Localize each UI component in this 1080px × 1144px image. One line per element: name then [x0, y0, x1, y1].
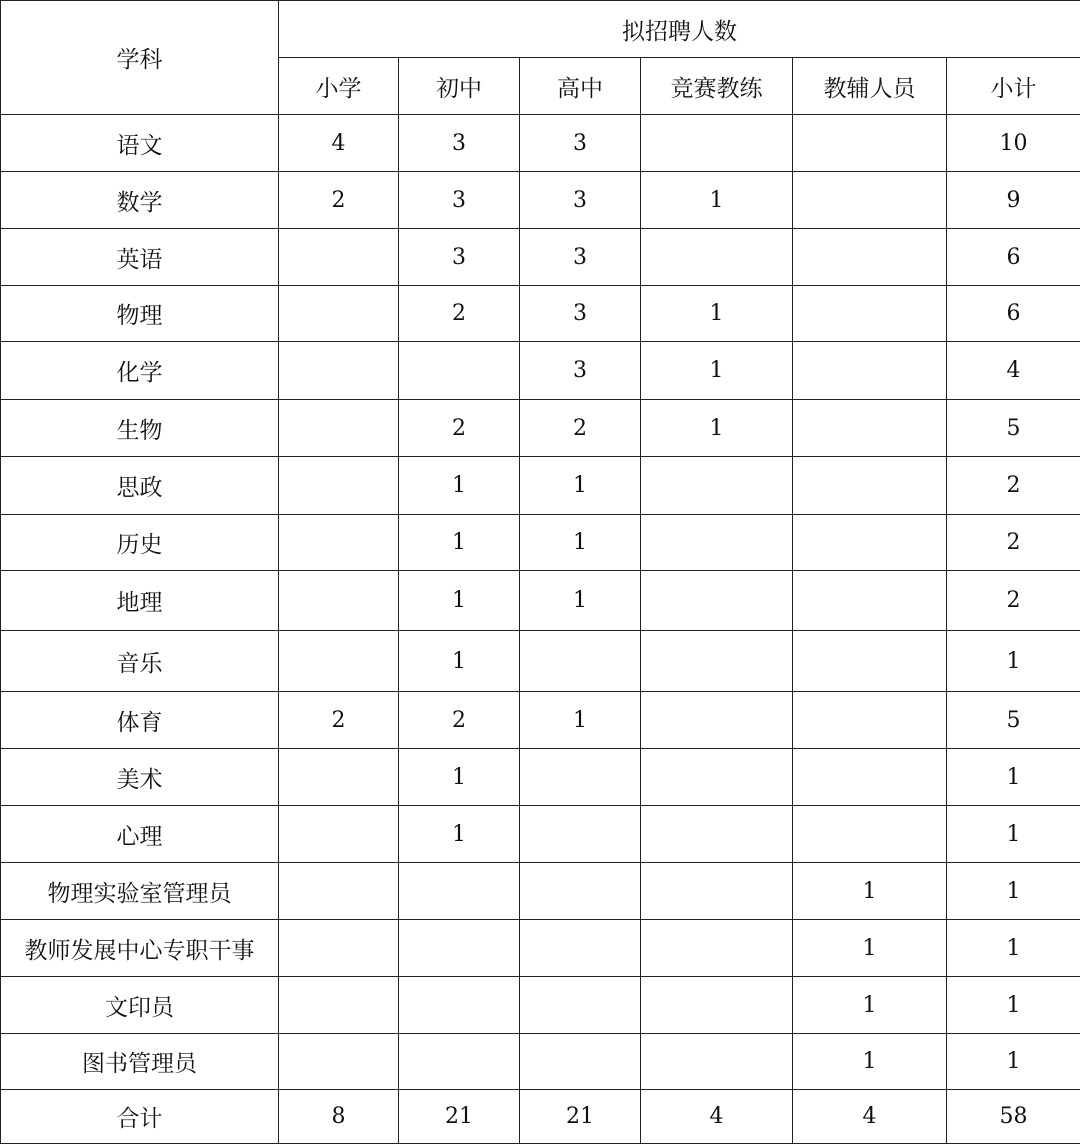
table-row: [1, 806, 1080, 863]
value-cell: [641, 692, 793, 749]
value-cell: [641, 749, 793, 806]
value-cell: 1: [793, 977, 947, 1034]
table-row: [1, 692, 1080, 749]
value-cell: [520, 1034, 641, 1090]
value-cell: 1: [947, 920, 1080, 977]
value-cell: [793, 749, 947, 806]
value-cell: [520, 863, 641, 920]
table-row: [1, 749, 1080, 806]
subject-cell: 思政: [1, 457, 279, 515]
value-cell: 58: [947, 1090, 1080, 1144]
value-cell: [279, 631, 399, 692]
value-cell: 6: [947, 286, 1080, 342]
subject-cell: 文印员: [1, 977, 279, 1034]
value-cell: 1: [520, 692, 641, 749]
value-cell: 3: [399, 172, 520, 229]
column-header: 竞赛教练: [641, 58, 793, 115]
subject-cell: 心理: [1, 806, 279, 863]
value-cell: 2: [947, 571, 1080, 631]
value-cell: 1: [399, 457, 520, 515]
value-cell: 1: [793, 863, 947, 920]
value-cell: 2: [947, 515, 1080, 571]
value-cell: [279, 749, 399, 806]
value-cell: 3: [520, 172, 641, 229]
table-row: [1, 977, 1080, 1034]
value-cell: [793, 806, 947, 863]
table-row: [1, 286, 1080, 342]
subject-cell: 合计: [1, 1090, 279, 1144]
value-cell: 1: [641, 400, 793, 457]
subject-cell: 英语: [1, 229, 279, 286]
value-cell: 3: [399, 229, 520, 286]
table-body: [1, 115, 1080, 1144]
subject-header: 学科: [1, 1, 279, 115]
value-cell: 1: [399, 631, 520, 692]
value-cell: 2: [279, 692, 399, 749]
value-cell: [520, 631, 641, 692]
column-header: 小学: [279, 58, 399, 115]
value-cell: [399, 920, 520, 977]
value-cell: [279, 342, 399, 400]
value-cell: 3: [520, 115, 641, 172]
column-header: 小计: [947, 58, 1080, 115]
value-cell: 6: [947, 229, 1080, 286]
value-cell: [793, 692, 947, 749]
value-cell: [279, 863, 399, 920]
value-cell: 1: [641, 172, 793, 229]
value-cell: [641, 631, 793, 692]
subject-cell: 物理实验室管理员: [1, 863, 279, 920]
value-cell: [793, 457, 947, 515]
value-cell: [641, 806, 793, 863]
value-cell: 3: [520, 286, 641, 342]
value-cell: 2: [399, 286, 520, 342]
value-cell: [641, 1034, 793, 1090]
value-cell: 2: [279, 172, 399, 229]
subject-cell: 数学: [1, 172, 279, 229]
value-cell: [399, 863, 520, 920]
value-cell: [793, 631, 947, 692]
value-cell: [279, 920, 399, 977]
value-cell: 3: [520, 229, 641, 286]
value-cell: [641, 229, 793, 286]
value-cell: [279, 977, 399, 1034]
value-cell: 21: [520, 1090, 641, 1144]
table-row: [1, 515, 1080, 571]
value-cell: [399, 342, 520, 400]
value-cell: [279, 457, 399, 515]
value-cell: 1: [947, 977, 1080, 1034]
table-row: [1, 863, 1080, 920]
value-cell: [520, 806, 641, 863]
value-cell: [520, 749, 641, 806]
value-cell: 2: [399, 692, 520, 749]
table-row: [1, 1034, 1080, 1090]
value-cell: [520, 977, 641, 1034]
column-header: 初中: [399, 58, 520, 115]
table-row: [1, 229, 1080, 286]
value-cell: [279, 1034, 399, 1090]
value-cell: [641, 457, 793, 515]
value-cell: 1: [399, 515, 520, 571]
table-row: [1, 400, 1080, 457]
value-cell: [520, 920, 641, 977]
value-cell: 2: [947, 457, 1080, 515]
value-cell: 1: [947, 631, 1080, 692]
table-row: [1, 172, 1080, 229]
subject-cell: 教师发展中心专职干事: [1, 920, 279, 977]
group-header: 拟招聘人数: [279, 1, 1080, 58]
value-cell: 5: [947, 400, 1080, 457]
value-cell: 1: [399, 806, 520, 863]
table-row: [1, 920, 1080, 977]
header-row-top: [1, 1, 1080, 58]
value-cell: [793, 115, 947, 172]
value-cell: 1: [947, 863, 1080, 920]
value-cell: 5: [947, 692, 1080, 749]
value-cell: 3: [399, 115, 520, 172]
value-cell: 4: [641, 1090, 793, 1144]
value-cell: 4: [279, 115, 399, 172]
value-cell: 1: [641, 342, 793, 400]
subject-cell: 地理: [1, 571, 279, 631]
value-cell: 8: [279, 1090, 399, 1144]
value-cell: 1: [520, 515, 641, 571]
value-cell: 1: [399, 571, 520, 631]
table-row: [1, 342, 1080, 400]
value-cell: 4: [947, 342, 1080, 400]
table-row: [1, 115, 1080, 172]
value-cell: 2: [399, 400, 520, 457]
subject-cell: 物理: [1, 286, 279, 342]
table-row: [1, 457, 1080, 515]
subject-cell: 语文: [1, 115, 279, 172]
value-cell: [793, 342, 947, 400]
value-cell: [793, 400, 947, 457]
column-header: 教辅人员: [793, 58, 947, 115]
value-cell: [793, 286, 947, 342]
value-cell: 1: [793, 920, 947, 977]
value-cell: 1: [947, 749, 1080, 806]
value-cell: [399, 1034, 520, 1090]
value-cell: 2: [520, 400, 641, 457]
value-cell: [641, 977, 793, 1034]
subject-cell: 生物: [1, 400, 279, 457]
value-cell: [279, 400, 399, 457]
value-cell: 1: [793, 1034, 947, 1090]
value-cell: 1: [520, 457, 641, 515]
value-cell: 21: [399, 1090, 520, 1144]
value-cell: [279, 571, 399, 631]
value-cell: [399, 977, 520, 1034]
value-cell: [641, 571, 793, 631]
value-cell: 1: [520, 571, 641, 631]
subject-cell: 体育: [1, 692, 279, 749]
value-cell: [641, 515, 793, 571]
value-cell: [279, 229, 399, 286]
subject-cell: 美术: [1, 749, 279, 806]
value-cell: [279, 515, 399, 571]
value-cell: [641, 115, 793, 172]
value-cell: [793, 172, 947, 229]
value-cell: [279, 286, 399, 342]
value-cell: 3: [520, 342, 641, 400]
value-cell: 1: [947, 806, 1080, 863]
subject-cell: 图书管理员: [1, 1034, 279, 1090]
subject-cell: 历史: [1, 515, 279, 571]
value-cell: [641, 920, 793, 977]
table-row: [1, 631, 1080, 692]
value-cell: 9: [947, 172, 1080, 229]
value-cell: 1: [641, 286, 793, 342]
value-cell: [793, 515, 947, 571]
value-cell: 4: [793, 1090, 947, 1144]
subject-cell: 音乐: [1, 631, 279, 692]
total-row: [1, 1090, 1080, 1144]
value-cell: 1: [399, 749, 520, 806]
value-cell: [793, 229, 947, 286]
value-cell: [279, 806, 399, 863]
value-cell: 1: [947, 1034, 1080, 1090]
value-cell: 10: [947, 115, 1080, 172]
column-header: 高中: [520, 58, 641, 115]
table-row: [1, 571, 1080, 631]
value-cell: [793, 571, 947, 631]
subject-cell: 化学: [1, 342, 279, 400]
value-cell: [641, 863, 793, 920]
